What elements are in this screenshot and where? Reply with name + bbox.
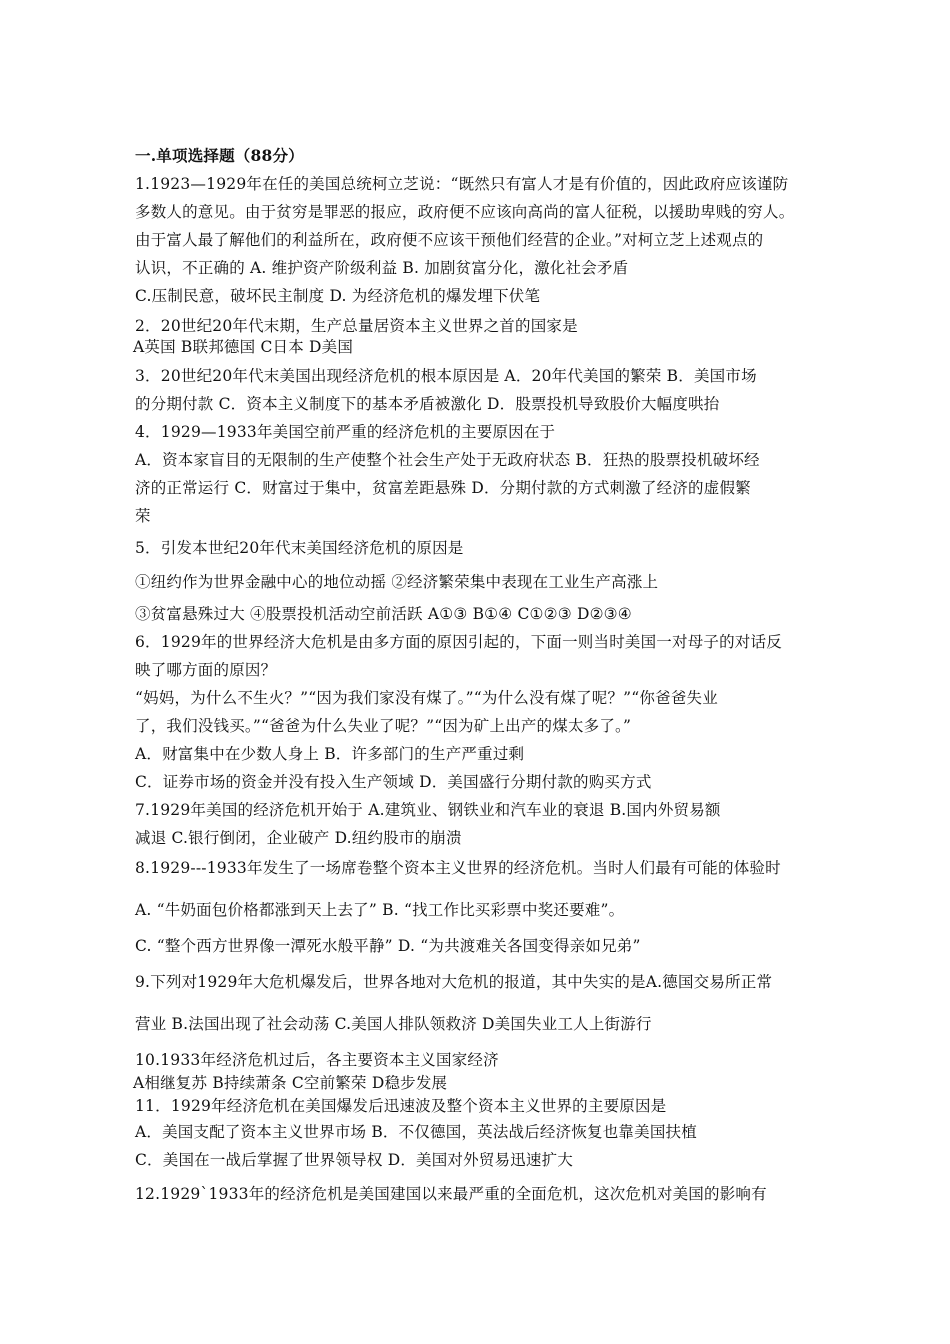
q8-line-1: 8.1929---1933年发生了一场席卷整个资本主义世界的经济危机。当时人们最有可能的体验时 [135,859,781,877]
q10-line-1: 10.1933年经济危机过后，各主要资本主义国家经济 [135,1051,499,1069]
q1-line-2: 多数人的意见。由于贫穷是罪恶的报应，政府便不应该向高尚的富人征税，以援助卑贱的穷人。 [135,203,795,221]
q12-line-1: 12.1929`1933年的经济危机是美国建国以来最严重的全面危机，这次危机对美国的影响有 [135,1185,767,1203]
q11-line-1: 11．1929年经济危机在美国爆发后迅速波及整个资本主义世界的主要原因是 [135,1097,667,1115]
q6-line-1: 6．1929年的世界经济大危机是由多方面的原因引起的，下面一则当时美国一对母子的对话反 [135,633,782,651]
q2-line-1: 2．20世纪20年代末期，生产总量居资本主义世界之首的国家是 [135,317,578,335]
q3-line-1: 3．20世纪20年代末美国出现经济危机的根本原因是 A．20年代美国的繁荣 B．美国市场 [135,367,757,385]
section-title: 一.单项选择题（88分） [135,146,304,165]
q6-line-3: “妈妈，为什么不生火？”“因为我们家没有煤了。”“为什么没有煤了呢？”“你爸爸失业 [135,689,718,707]
q11-line-2: A．美国支配了资本主义世界市场 B．不仅德国，英法战后经济恢复也靠美国扶植 [135,1123,697,1141]
q9-line-2: 营业 B.法国出现了社会动荡 C.美国人排队领救济 D美国失业工人上街游行 [135,1015,652,1033]
q11-line-3: C．美国在一战后掌握了世界领导权 D．美国对外贸易迅速扩大 [135,1151,574,1169]
q6-line-2: 映了哪方面的原因？ [135,661,277,679]
q5-line-1: 5．引发本世纪20年代末美国经济危机的原因是 [135,539,464,557]
q6-line-5: A．财富集中在少数人身上 B．许多部门的生产严重过剩 [135,745,525,763]
q10-options: A相继复苏 B持续萧条 C空前繁荣 D稳步发展 [133,1074,448,1092]
q6-line-4: 了，我们没钱买。”“爸爸为什么失业了呢？”“因为矿上出产的煤太多了。” [135,717,632,735]
q2-options: A英国 B联邦德国 C日本 D美国 [133,338,354,356]
q6-line-6: C．证券市场的资金并没有投入生产领域 D．美国盛行分期付款的购买方式 [135,773,652,791]
q7-line-2: 减退 C.银行倒闭，企业破产 D.纽约股市的崩溃 [135,829,462,847]
q7-line-1: 7.1929年美国的经济危机开始于 A.建筑业、钢铁业和汽车业的衰退 B.国内外贸易额 [135,801,721,819]
q5-line-3: ③贫富悬殊过大 ④股票投机活动空前活跃 A①③ B①④ C①②③ D②③④ [135,605,632,623]
q1-line-4: 认识，不正确的 A. 维护资产阶级利益 B. 加剧贫富分化，激化社会矛盾 [135,259,629,277]
q8-line-3: C. “整个西方世界像一潭死水般平静” D. “为共渡难关各国变得亲如兄弟” [135,937,641,955]
q4-line-2: A．资本家盲目的无限制的生产使整个社会生产处于无政府状态 B．狂热的股票投机破坏经 [135,451,760,469]
q4-line-3: 济的正常运行 C．财富过于集中，贫富差距悬殊 D．分期付款的方式刺激了经济的虚假繁 [135,479,751,497]
q5-line-2: ①纽约作为世界金融中心的地位动摇 ②经济繁荣集中表现在工业生产高涨上 [135,573,659,591]
q1-line-1: 1.1923—1929年在任的美国总统柯立芝说：“既然只有富人才是有价值的，因此政府应该谨防 [135,175,789,193]
q9-line-1: 9.下列对1929年大危机爆发后，世界各地对大危机的报道，其中失实的是A.德国交易所正常 [135,973,773,991]
q8-line-2: A. “牛奶面包价格都涨到天上去了” B. “找工作比买彩票中奖还要难”。 [135,901,625,919]
q1-line-5: C.压制民意，破坏民主制度 D. 为经济危机的爆发埋下伏笔 [135,287,541,305]
q4-line-4: 荣 [135,507,151,525]
q3-line-2: 的分期付款 C．资本主义制度下的基本矛盾被激化 D．股票投机导致股价大幅度哄抬 [135,395,720,413]
q1-line-3: 由于富人最了解他们的利益所在，政府便不应该干预他们经营的企业。”对柯立芝上述观点的 [135,231,764,249]
q4-line-1: 4．1929—1933年美国空前严重的经济危机的主要原因在于 [135,423,556,441]
